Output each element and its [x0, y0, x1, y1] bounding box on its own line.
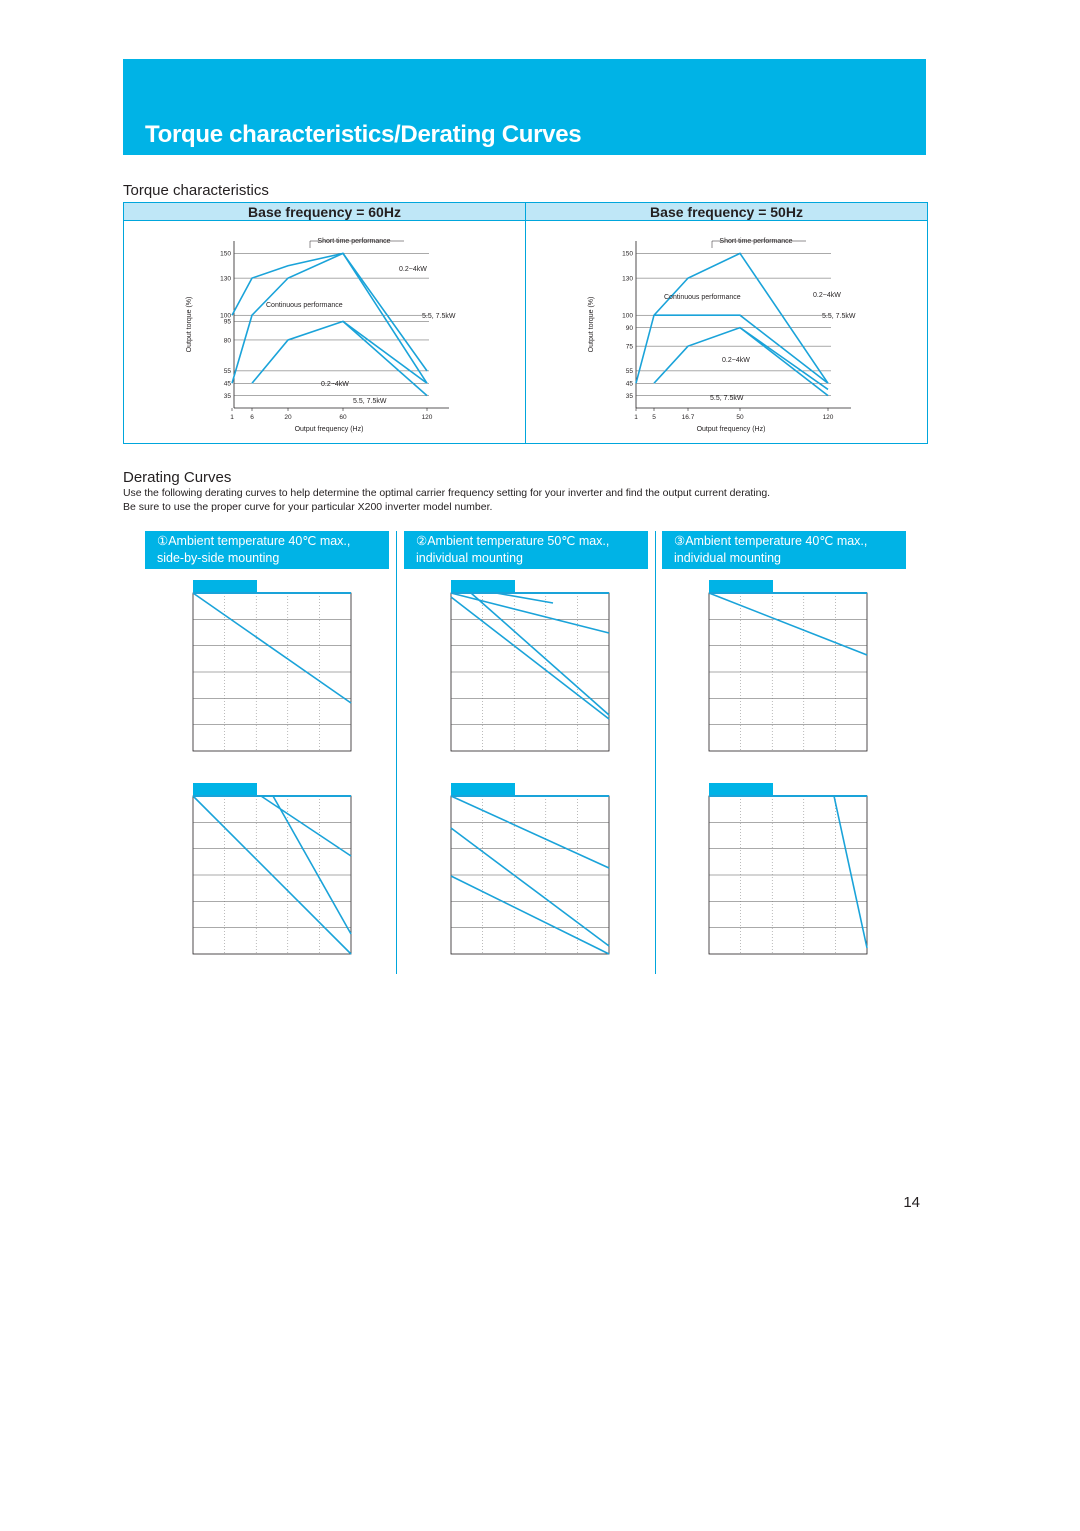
- derating-label-tab: [451, 580, 515, 593]
- derating-curve-2-3: [273, 796, 351, 934]
- condition-1-line2: side-by-side mounting: [157, 551, 280, 565]
- x-tick-label: 50: [736, 414, 744, 421]
- series-3-line: [252, 321, 427, 383]
- x-axis-label: Output frequency (Hz): [696, 426, 766, 433]
- condition-3-line1: ③Ambient temperature 40℃ max.,: [674, 534, 868, 548]
- condition-1-banner: [145, 531, 389, 569]
- annotation-5.5-7.5kw-cont: 5.5, 7.5kW: [710, 395, 744, 402]
- intro-line-1: Use the following derating curves to help determine the optimal carrier frequency setting for your inverter and find the output current derating.: [123, 487, 771, 499]
- derating-label-tab: [193, 783, 257, 796]
- series-2-line: [232, 253, 427, 383]
- derating-curve-2-2: [261, 796, 351, 856]
- y-tick-label: 45: [625, 380, 633, 388]
- series-1-line: [232, 253, 427, 371]
- y-tick-label: 95: [223, 318, 231, 326]
- y-tick-label: 130: [622, 275, 633, 283]
- panel-60hz-header: Base frequency = 60Hz: [123, 202, 526, 221]
- y-tick-label: 55: [625, 368, 633, 376]
- y-tick-label: 100: [220, 312, 231, 320]
- derating-curve-1-1: [193, 593, 351, 703]
- annotation-5.5-7.5kw-short: 5.5, 7.5kW: [422, 313, 456, 320]
- panel-60hz: [123, 221, 526, 444]
- series-2-line: [654, 315, 828, 383]
- derating-charts-col3: [706, 578, 916, 958]
- derating-label-tab: [193, 580, 257, 593]
- x-axis-label: Output frequency (Hz): [294, 426, 364, 433]
- x-tick-label: 20: [284, 414, 292, 421]
- annotation-0.2-4kw-short: 0.2~4kW: [813, 292, 841, 299]
- page-number: 14: [903, 1194, 920, 1211]
- y-tick-label: 55: [223, 368, 231, 376]
- torque-chart-50hz: [526, 221, 929, 443]
- annotation-0.2-4kw-cont: 0.2~4kW: [722, 357, 750, 364]
- torque-heading: Torque characteristics: [123, 182, 269, 199]
- derating-intro: [123, 486, 926, 514]
- y-tick-label: 75: [625, 343, 633, 351]
- condition-1-line1: ①Ambient temperature 40℃ max.,: [157, 534, 351, 548]
- derating-curve-2-1: [451, 796, 609, 868]
- condition-2-line2: individual mounting: [416, 551, 524, 565]
- x-tick-label: 120: [421, 414, 433, 421]
- derating-curve-1-3: [451, 597, 609, 719]
- y-axis-label: Output torque (%): [588, 296, 595, 353]
- annotation-5.5-7.5kw-short: 5.5, 7.5kW: [822, 313, 856, 320]
- annotation-short-time: Short time performance: [719, 238, 793, 245]
- x-tick-label: 6: [250, 414, 254, 421]
- annotation-continuous: Continuous performance: [664, 294, 741, 301]
- panel-50hz: [525, 221, 928, 444]
- series-4-line: [740, 328, 828, 396]
- y-tick-label: 130: [220, 275, 231, 283]
- annotation-5.5-7.5kw-cont: 5.5, 7.5kW: [353, 398, 387, 405]
- x-tick-label: 1: [230, 414, 234, 421]
- annotation-short-time: Short time performance: [317, 238, 391, 245]
- x-tick-label: 1: [634, 414, 638, 421]
- y-tick-label: 100: [622, 312, 633, 320]
- x-tick-label: 16.7: [681, 414, 695, 421]
- x-tick-label: 120: [822, 414, 834, 421]
- torque-chart-60hz: [124, 221, 527, 443]
- y-tick-label: 150: [220, 250, 231, 258]
- y-tick-label: 90: [625, 324, 633, 332]
- derating-curve-1-4: [496, 593, 553, 603]
- condition-2-banner: [404, 531, 648, 569]
- y-axis-label: Output torque (%): [186, 296, 193, 353]
- derating-heading: Derating Curves: [123, 469, 232, 486]
- condition-2-line1: ②Ambient temperature 50℃ max.,: [416, 534, 610, 548]
- title-banner: [123, 59, 926, 155]
- condition-3-line2: individual mounting: [674, 551, 782, 565]
- y-tick-label: 35: [625, 392, 633, 400]
- x-tick-label: 5: [652, 414, 656, 421]
- y-tick-label: 150: [622, 250, 633, 258]
- condition-3-banner: [662, 531, 906, 569]
- y-tick-label: 35: [223, 392, 231, 400]
- annotation-continuous: Continuous performance: [266, 302, 343, 309]
- derating-charts-col2: [448, 578, 658, 958]
- x-tick-label: 60: [339, 414, 347, 421]
- series-4-line: [343, 321, 427, 395]
- y-tick-label: 45: [223, 380, 231, 388]
- y-tick-label: 80: [223, 337, 231, 345]
- annotation-0.2-4kw-short: 0.2~4kW: [399, 266, 427, 273]
- panel-50hz-header: Base frequency = 50Hz: [525, 202, 928, 221]
- derating-label-tab: [709, 580, 773, 593]
- page-title: Torque characteristics/Derating Curves: [145, 121, 582, 148]
- derating-charts-col1: [190, 578, 400, 958]
- derating-label-tab: [709, 783, 773, 796]
- derating-curve-1-2: [471, 593, 609, 715]
- annotation-0.2-4kw-cont: 0.2~4kW: [321, 381, 349, 388]
- derating-curve-2-1: [834, 796, 867, 948]
- derating-label-tab: [451, 783, 515, 796]
- intro-line-2: Be sure to use the proper curve for your particular X200 inverter model number.: [123, 501, 493, 513]
